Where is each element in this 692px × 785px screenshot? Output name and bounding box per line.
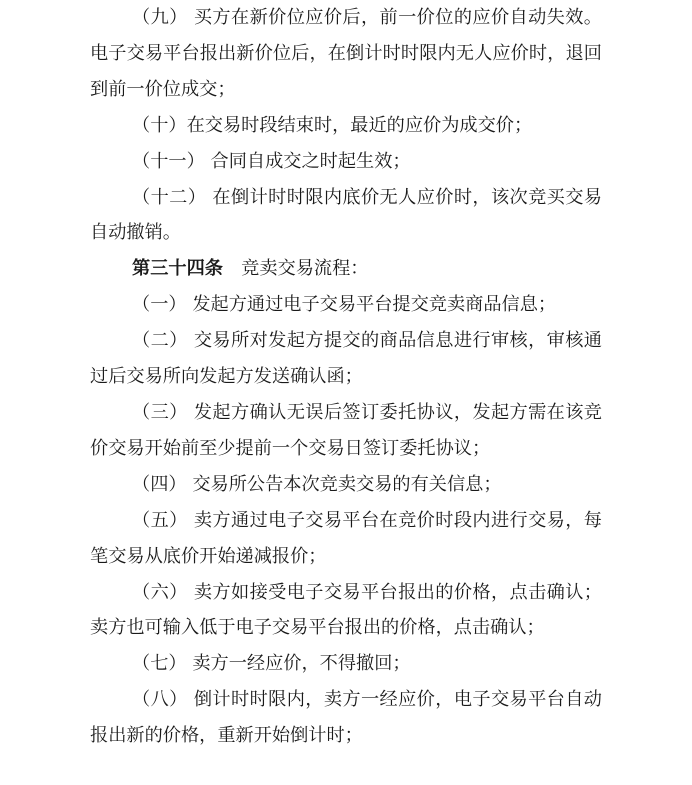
auction-step-8: （八） 倒计时时限内，卖方一经应价，电子交易平台自动报出新的价格，重新开始倒计时； bbox=[90, 689, 602, 747]
article-34-title: 竞卖交易流程： bbox=[222, 258, 369, 280]
auction-step-5: （五） 卖方通过电子交易平台在竞价时段内进行交易，每笔交易从底价开始递减报价； bbox=[90, 509, 602, 567]
clause-9: （九） 买方在新价位应价后，前一价位的应价自动失效。电子交易平台报出新价位后，在倒计时时限内无人应价时，退回到前一价位成交； bbox=[90, 7, 602, 100]
auction-step-4: （四） 交易所公告本次竞卖交易的有关信息； bbox=[132, 473, 502, 495]
article-34-number: 第三十四条 bbox=[132, 258, 223, 280]
document-text-block bbox=[90, 0, 602, 754]
clause-10: （十）在交易时段结束时，最近的应价为成交价； bbox=[132, 114, 533, 136]
auction-step-3: （三） 发起方确认无误后签订委托协议，发起方需在该竞价交易开始前至少提前一个交易日签订委托协议； bbox=[90, 401, 602, 459]
clause-11: （十一） 合同自成交之时起生效； bbox=[132, 150, 411, 172]
auction-step-7: （七） 卖方一经应价，不得撤回； bbox=[132, 653, 411, 675]
auction-step-2: （二） 交易所对发起方提交的商品信息进行审核，审核通过后交易所向发起方发送确认函； bbox=[90, 330, 602, 388]
article-34-heading bbox=[90, 251, 602, 287]
clause-12: （十二） 在倒计时时限内底价无人应价时，该次竞买交易自动撤销。 bbox=[90, 186, 602, 244]
auction-step-1: （一） 发起方通过电子交易平台提交竞卖商品信息； bbox=[132, 294, 557, 316]
auction-step-6: （六） 卖方如接受电子交易平台报出的价格，点击确认；卖方也可输入低于电子交易平台报出的价格，点击确认； bbox=[90, 581, 602, 639]
